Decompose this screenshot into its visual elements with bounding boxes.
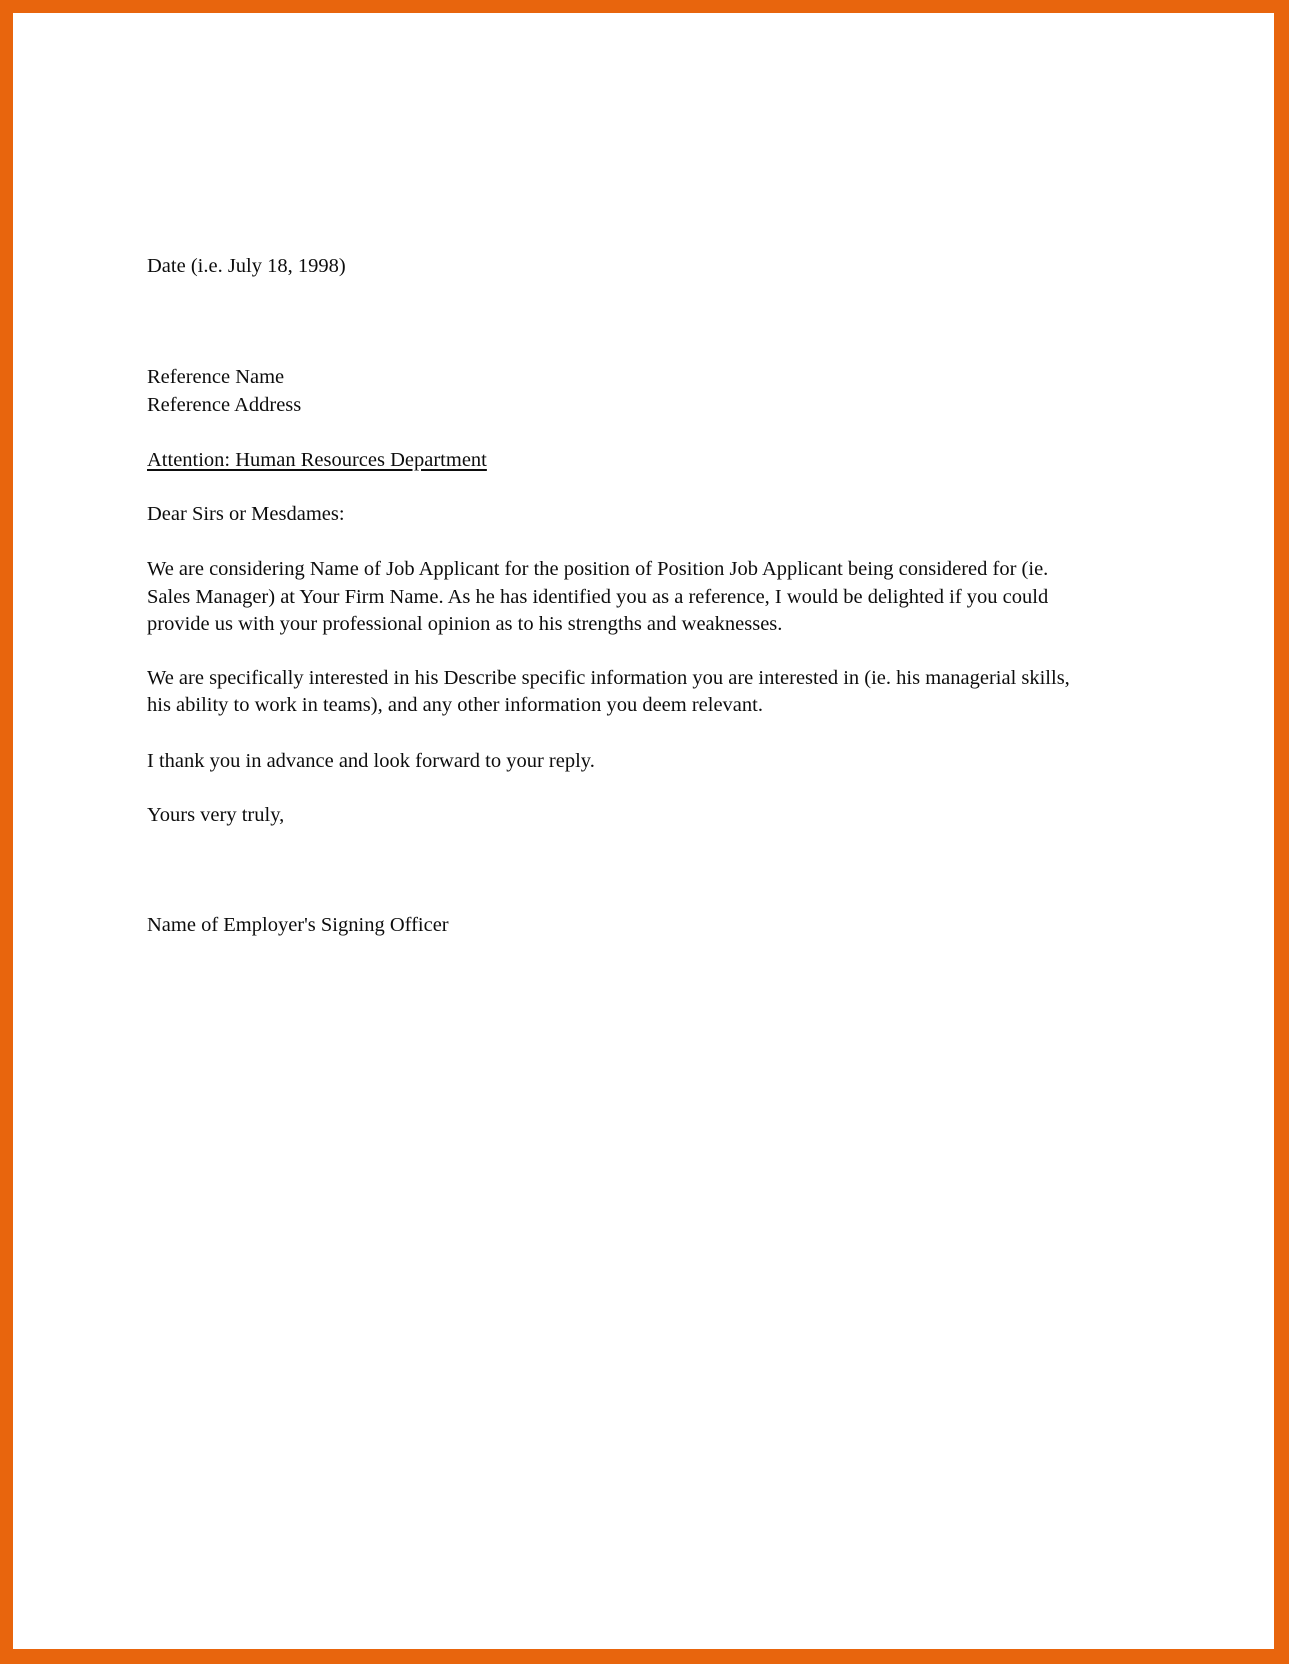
letter-text-block xyxy=(147,253,1077,939)
date-text: Date (i.e. July 18, 1998) xyxy=(147,255,346,277)
salutation-text: Dear Sirs or Mesdames: xyxy=(147,503,345,525)
date-line xyxy=(147,253,1077,280)
attention-text: Attention: Human Resources Department xyxy=(147,448,487,471)
body-paragraph-2: We are specifically interested in his Describe specific information you are interested in (ie. his managerial skills, his ability to work in teams), and any other information you deem relevant. xyxy=(147,667,1070,717)
closing-line: Yours very truly, xyxy=(147,803,285,826)
reference-name-line: Reference Name xyxy=(147,366,285,389)
paper-sheet xyxy=(13,13,1274,1649)
salutation-line xyxy=(147,501,1077,528)
reference-address-line: Reference Address xyxy=(147,393,302,416)
recipient-block xyxy=(147,364,1077,419)
signature-block: Name of Employer's Signing Officer xyxy=(147,914,449,936)
attention-line xyxy=(147,447,1077,474)
body-paragraph-1: We are considering Name of Job Applicant for the position of Position Job Applicant being considered for (ie. Sales Manager) at Your Firm Name. As he has identified you as a reference, I would be delighted if you could provide us with your professional opinion as to his strengths and weaknesses. xyxy=(147,558,1049,635)
body-paragraph-3: I thank you in advance and look forward to your reply. xyxy=(147,749,595,772)
